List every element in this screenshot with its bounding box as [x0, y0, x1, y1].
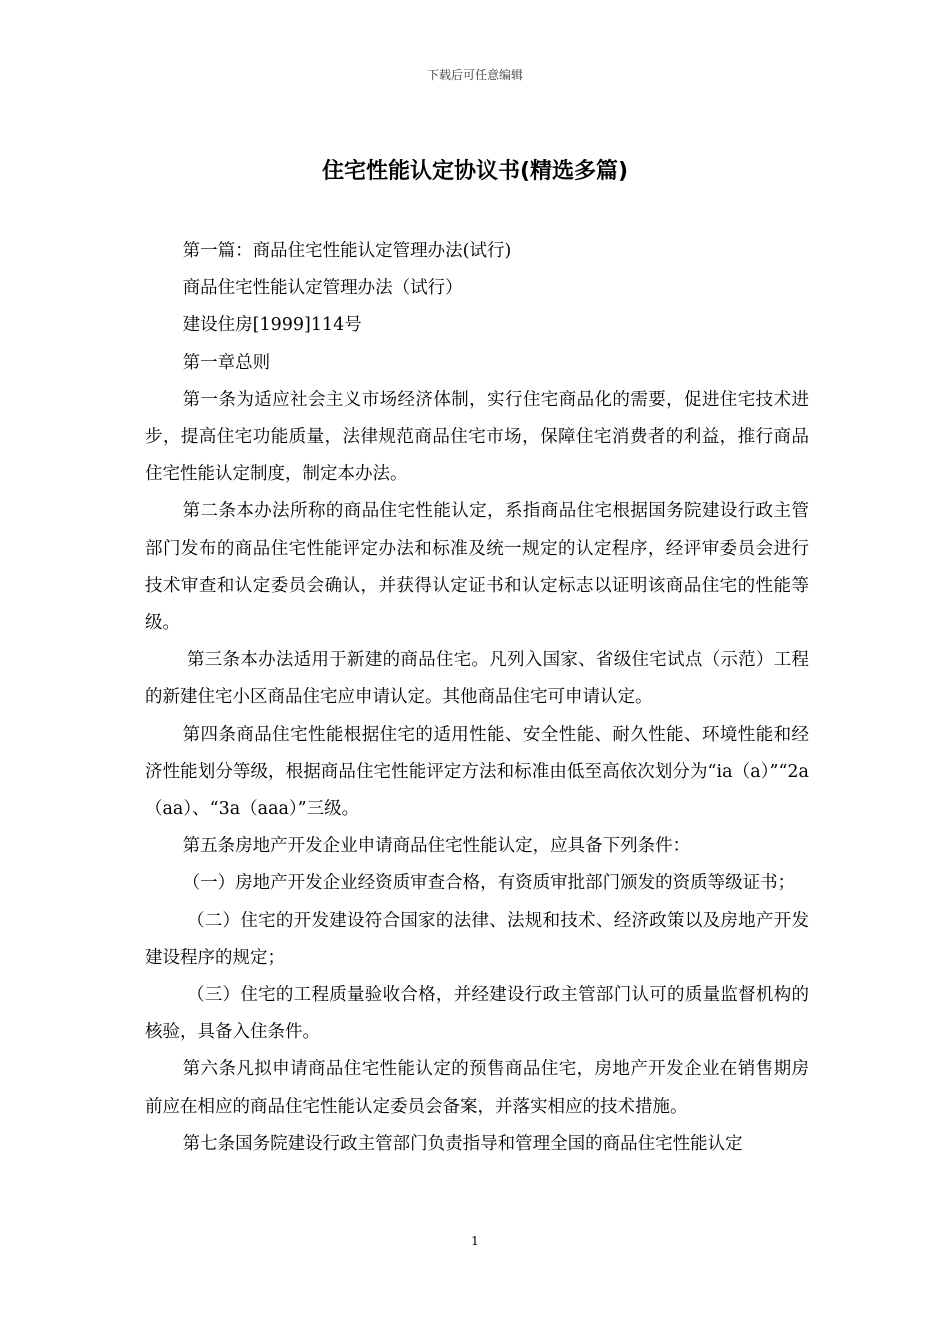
paragraph-article-5: 第五条房地产开发企业申请商品住宅性能认定，应具备下列条件：	[182, 836, 691, 857]
document-body	[145, 233, 809, 1163]
paragraph-condition-2: （二）住宅的开发建设符合国家的法律、法规和技术、经济政策以及房地产开发建设程序的规定；	[145, 910, 809, 968]
paragraph-article-4: 第四条商品住宅性能根据住宅的适用性能、安全性能、耐久性能、环境性能和经济性能划分等级，根据商品住宅性能评定方法和标准由低至高依次划分为“ia（a）”“2a（aa）、“3a（aaa）”三级。	[145, 724, 809, 820]
paragraph-part-heading: 第一篇：商品住宅性能认定管理办法(试行)	[182, 241, 512, 261]
page-number: 1	[471, 1234, 479, 1248]
paragraph-article-7: 第七条国务院建设行政主管部门负责指导和管理全国的商品住宅性能认定	[182, 1133, 743, 1154]
paragraph-chapter-heading: 第一章总则	[182, 352, 271, 373]
document-title: 住宅性能认定协议书(精选多篇)	[321, 159, 629, 184]
paragraph-article-1: 第一条为适应社会主义市场经济体制，实行住宅商品化的需要，促进住宅技术进步，提高住宅功能质量，法律规范商品住宅市场，保障住宅消费者的利益，推行商品住宅性能认定制度，制定本办法。	[145, 389, 809, 485]
header-note: 下载后可任意编辑	[426, 68, 523, 82]
paragraph-article-2: 第二条本办法所称的商品住宅性能认定，系指商品住宅根据国务院建设行政主管部门发布的商品住宅性能评定办法和标准及统一规定的认定程序，经评审委员会进行技术审查和认定委员会确认，并获得认定证书和认定标志以证明该商品住宅的性能等级。	[145, 501, 809, 634]
paragraph-regulation-title: 商品住宅性能认定管理办法（试行）	[182, 278, 463, 299]
paragraph-document-number: 建设住房[1999]114号	[182, 315, 362, 336]
paragraph-condition-3: （三）住宅的工程质量验收合格，并经建设行政主管部门认可的质量监督机构的核验，具备入住条件。	[145, 985, 809, 1043]
paragraph-article-6: 第六条凡拟申请商品住宅性能认定的预售商品住宅，房地产开发企业在销售期房前应在相应的商品住宅性能认定委员会备案，并落实相应的技术措施。	[145, 1059, 809, 1117]
paragraph-article-3: 第三条本办法适用于新建的商品住宅。凡列入国家、省级住宅试点（示范）工程的新建住宅小区商品住宅应申请认定。其他商品住宅可申请认定。	[145, 650, 809, 708]
paragraph-condition-1: （一）房地产开发企业经资质审查合格，有资质审批部门颁发的资质等级证书；	[182, 873, 796, 894]
